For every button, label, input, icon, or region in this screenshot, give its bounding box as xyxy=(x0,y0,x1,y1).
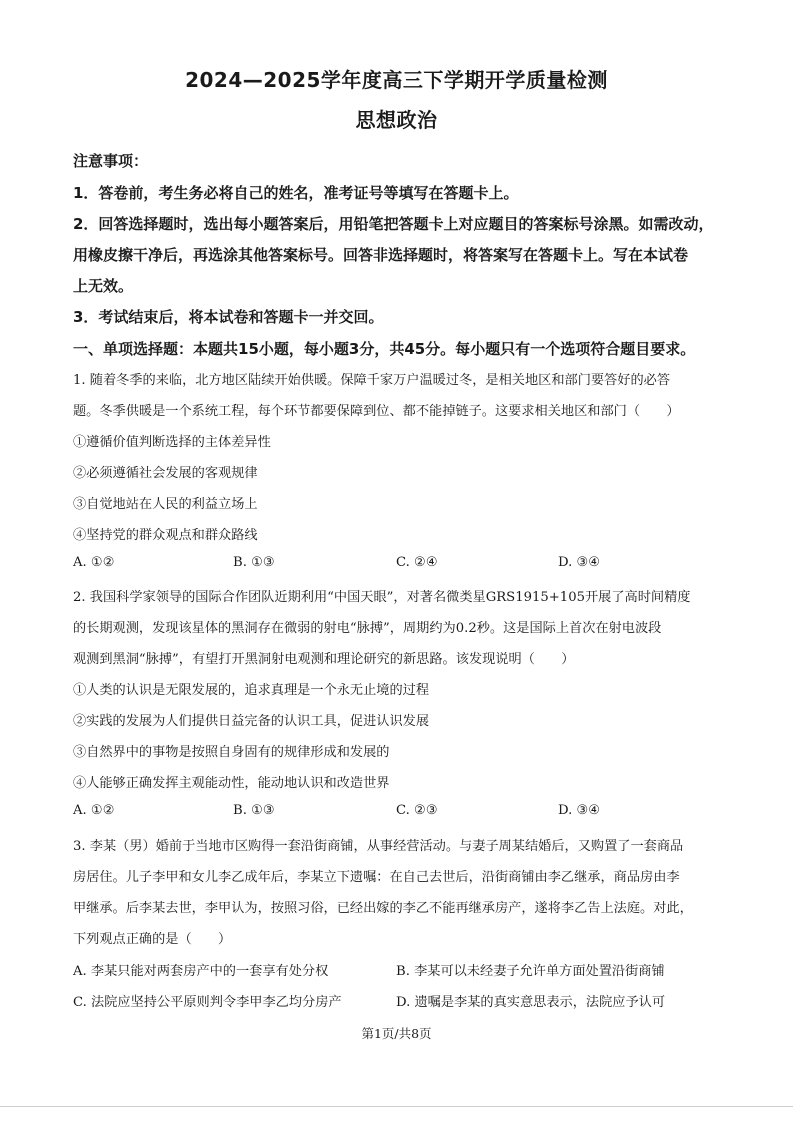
option-c: C. ②③ xyxy=(396,803,438,818)
notice-item-2-line-2: 用橡皮擦干净后，再选涂其他答案标号。回答非选择题时，将答案写在答题卡上。写在本试卷 xyxy=(73,246,689,264)
question-stem-line: 下列观点正确的是（ ） xyxy=(73,932,232,947)
statement-item: ③自觉地站在人民的利益立场上 xyxy=(73,497,258,512)
notice-item-2-line-3: 上无效。 xyxy=(73,277,134,295)
statement-item: ②实践的发展为人们提供日益完备的认识工具，促进认识发展 xyxy=(73,714,430,729)
question-stem-line: 2. 我国科学家领导的国际合作团队近期利用“中国天眼”，对著名微类星GRS1915+105开展了高时间精度 xyxy=(73,590,691,605)
option-c: C. ②④ xyxy=(396,555,438,570)
question-stem-line: 题。冬季供暖是一个系统工程，每个环节都要保障到位、都不能掉链子。这要求相关地区和部门（ ） xyxy=(73,404,680,419)
option-a: A. ①② xyxy=(73,803,115,818)
statement-item: ②必须遵循社会发展的客观规律 xyxy=(73,466,258,481)
option-d: D. ③④ xyxy=(558,555,601,570)
option-c: C. 法院应坚持公平原则判令李甲李乙均分房产 xyxy=(73,995,342,1010)
question-stem-line: 1. 随着冬季的来临，北方地区陆续开始供暖。保障千家万户温暖过冬，是相关地区和部门要答好的必答 xyxy=(73,373,671,388)
notice-heading: 注意事项： xyxy=(73,152,149,170)
question-stem-line: 甲继承。后李某去世，李甲认为，按照习俗，已经出嫁的李乙不能再继承房产，遂将李乙告上法庭。对此， xyxy=(73,901,693,916)
statement-item: ④人能够正确发挥主观能动性，能动地认识和改造世界 xyxy=(73,776,390,791)
statement-item: ③自然界中的事物是按照自身固有的规律形成和发展的 xyxy=(73,745,390,760)
option-b: B. 李某可以未经妻子允许单方面处置沿街商铺 xyxy=(396,964,665,979)
option-b: B. ①③ xyxy=(233,803,275,818)
notice-item-2-line-1: 2．回答选择题时，选出每小题答案后，用铅笔把答题卡上对应题目的答案标号涂黑。如需改动， xyxy=(73,215,714,233)
option-a: A. ①② xyxy=(73,555,115,570)
option-d: D. ③④ xyxy=(558,803,601,818)
question-stem-line: 观测到黑洞“脉搏”，有望打开黑洞射电观测和理论研究的新思路。该发现说明（ ） xyxy=(73,652,575,667)
bottom-divider xyxy=(0,1106,793,1107)
section-heading: 一、单项选择题：本题共15小题，每小题3分，共45分。每小题只有一个选项符合题目要求。 xyxy=(73,340,696,358)
subject-title: 思想政治 xyxy=(355,108,438,132)
option-d: D. 遗嘱是李某的真实意思表示，法院应予认可 xyxy=(396,995,666,1010)
question-stem-line: 房居住。儿子李甲和女儿李乙成年后，李某立下遗嘱：在自己去世后，沿街商铺由李乙继承，商品房由李 xyxy=(73,870,680,885)
option-a: A. 李某只能对两套房产中的一套享有处分权 xyxy=(73,964,329,979)
notice-item-1: 1．答卷前，考生务必将自己的姓名，准考证号等填写在答题卡上。 xyxy=(73,184,519,202)
exam-title: 2024—2025学年度高三下学期开学质量检测 xyxy=(185,68,608,92)
statement-item: ①人类的认识是无限发展的，追求真理是一个永无止境的过程 xyxy=(73,683,430,698)
statement-item: ④坚持党的群众观点和群众路线 xyxy=(73,528,258,543)
option-b: B. ①③ xyxy=(233,555,275,570)
statement-item: ①遵循价值判断选择的主体差异性 xyxy=(73,435,271,450)
page-number: 第1页/共8页 xyxy=(361,1026,432,1041)
question-stem-line: 的长期观测，发现该星体的黑洞存在微弱的射电“脉搏”，周期约为0.2秒。这是国际上首次在射电波段 xyxy=(73,621,662,636)
notice-item-3: 3．考试结束后，将本试卷和答题卡一并交回。 xyxy=(73,308,384,326)
question-stem-line: 3. 李某（男）婚前于当地市区购得一套沿街商铺，从事经营活动。与妻子周某结婚后，又购置了一套商品 xyxy=(73,839,684,854)
